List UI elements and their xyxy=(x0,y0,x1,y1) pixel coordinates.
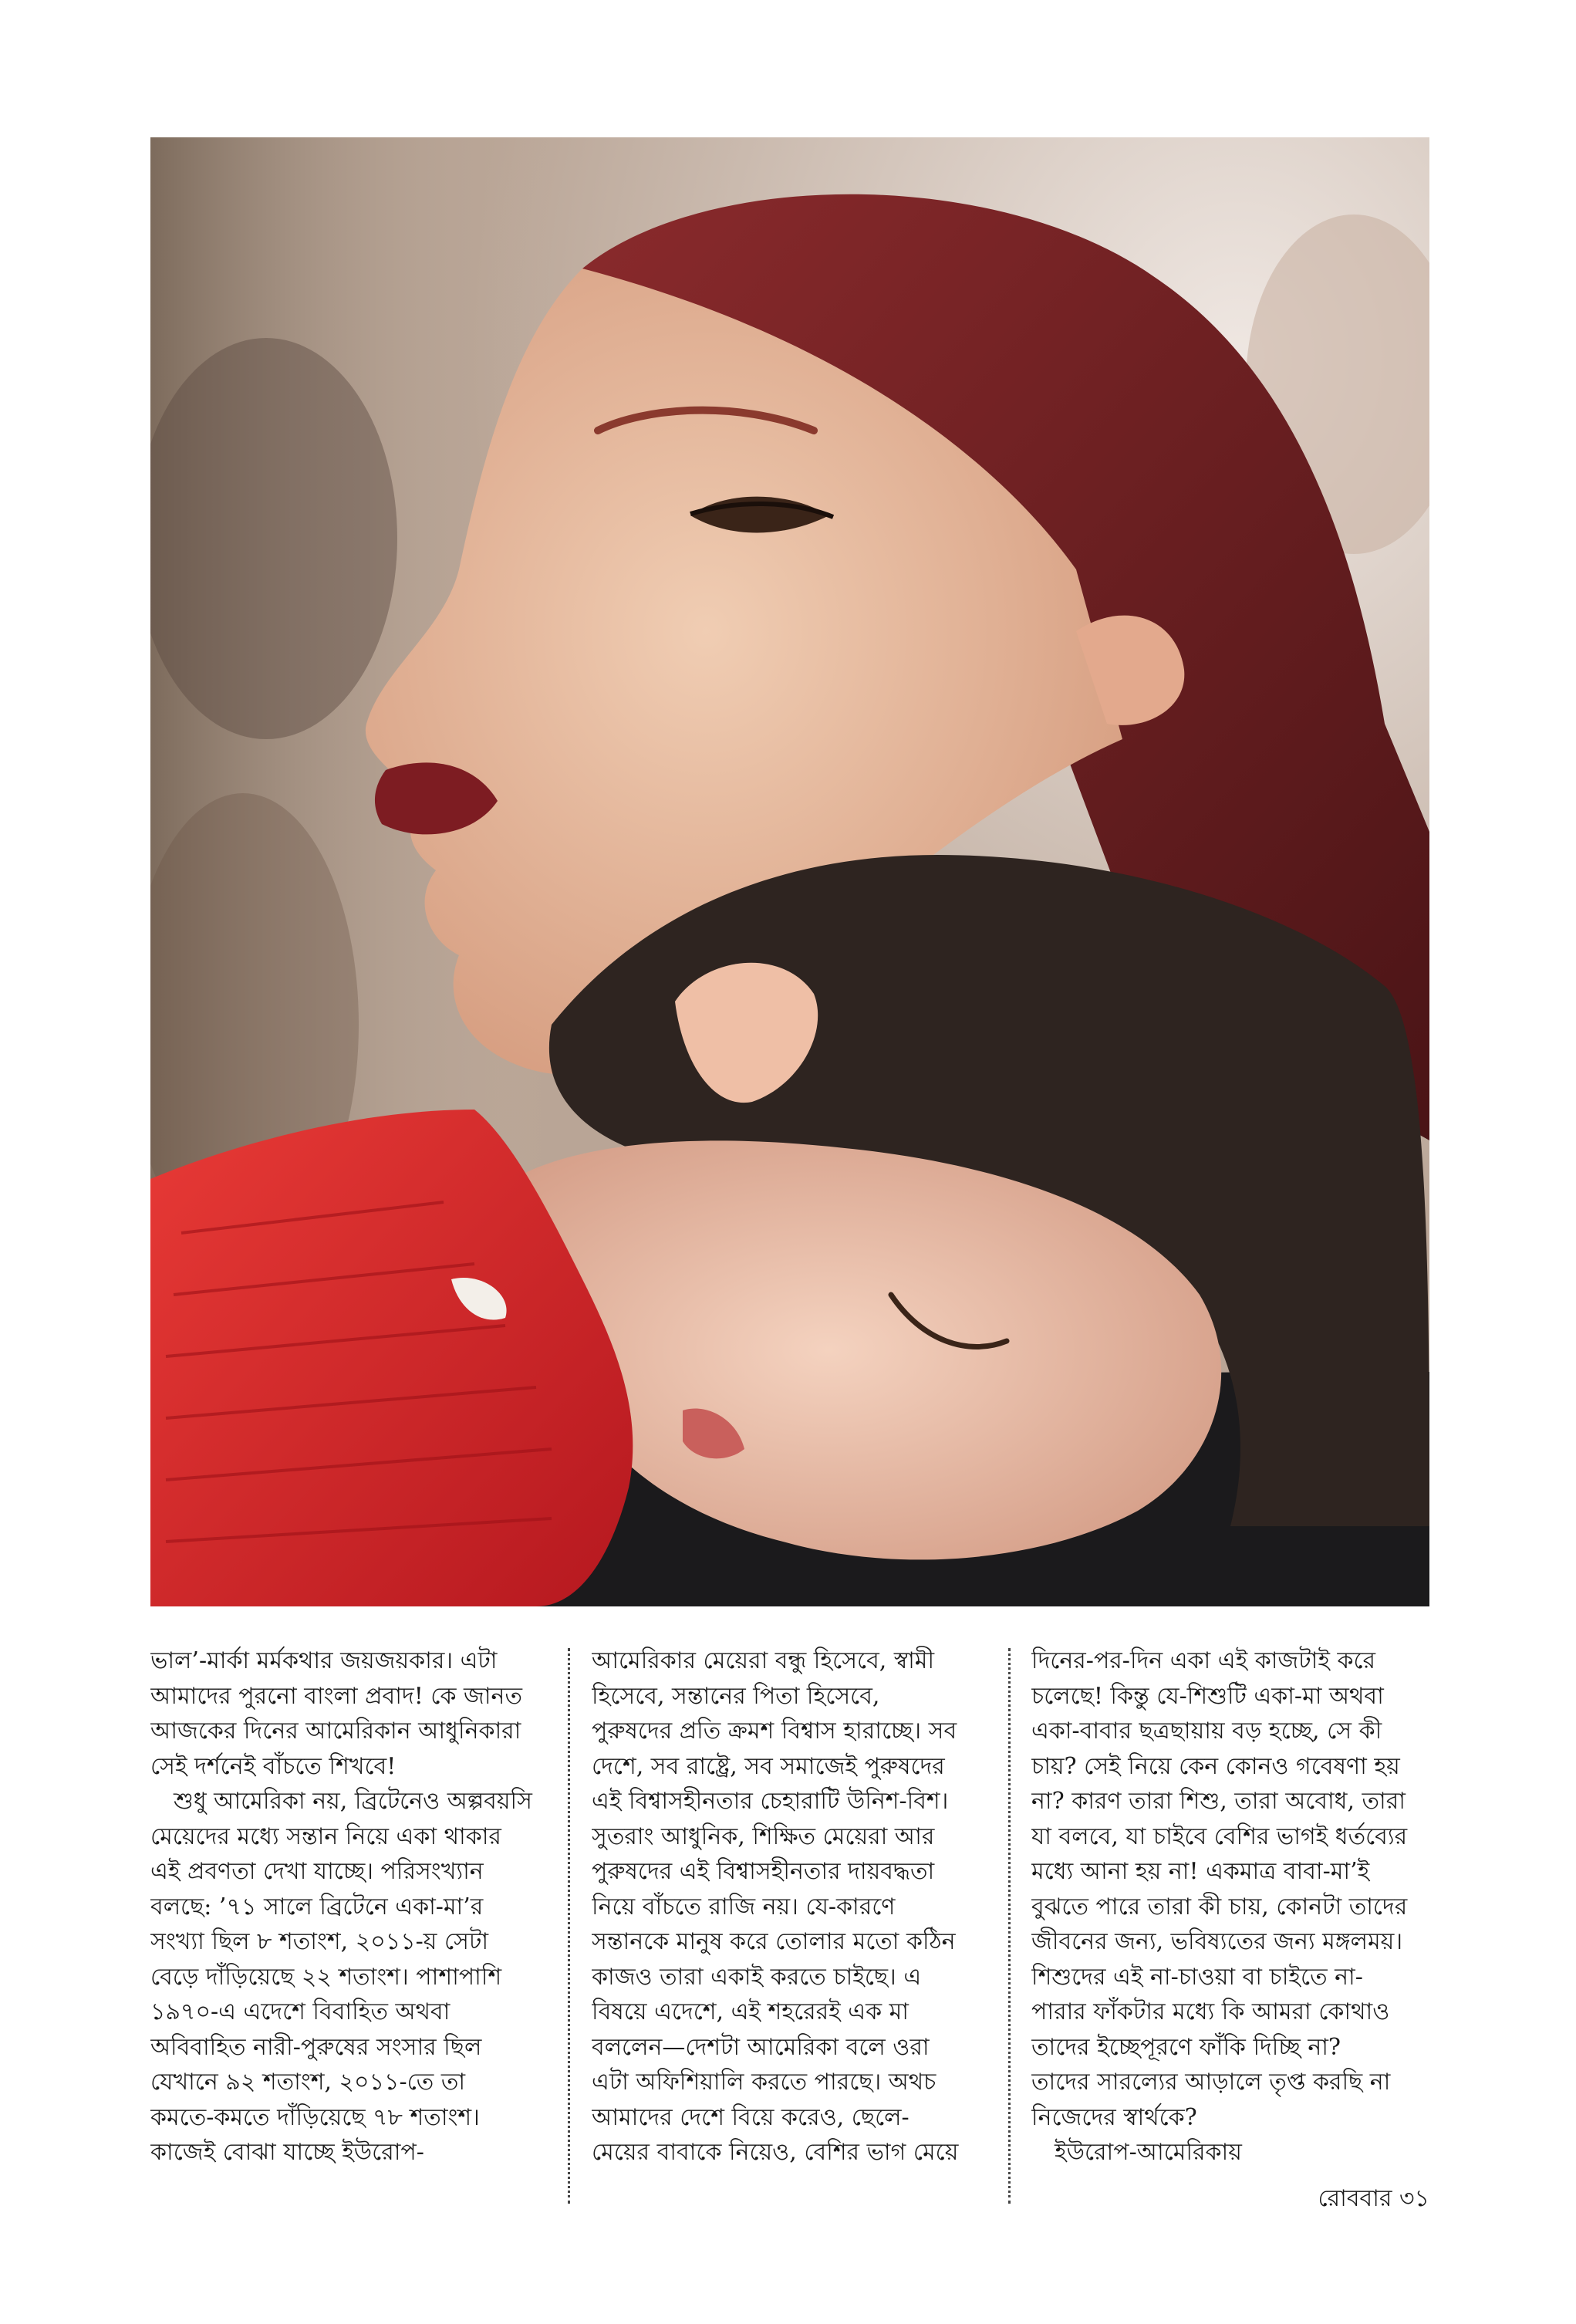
text-line: কাজও তারা একাই করতে চাইছে। এ xyxy=(592,1963,922,1991)
text-line: তাদের সারল্যের আড়ালে তৃপ্ত করছি না xyxy=(1031,2069,1391,2096)
magazine-name: রোববার xyxy=(1318,2185,1392,2212)
text-line: আমাদের দেশে বিয়ে করেও, ছেলে- xyxy=(592,2103,909,2131)
mother-child-illustration xyxy=(150,137,1429,1606)
text-line: ভাল’-মার্কা মর্মকথার জয়জয়কার। এটা xyxy=(150,1647,498,1674)
text-line: মেয়ের বাবাকে নিয়েও, বেশির ভাগ মেয়ে xyxy=(592,2139,959,2166)
text-line: এই প্রবণতা দেখা যাচ্ছে। পরিসংখ্যান xyxy=(150,1858,484,1885)
text-line: না? কারণ তারা শিশু, তারা অবোধ, তারা xyxy=(1031,1788,1406,1815)
text-line: শিশুদের এই না-চাওয়া বা চাইতে না- xyxy=(1031,1963,1363,1991)
text-line: বেড়ে দাঁড়িয়েছে ২২ শতাংশ। পাশাপাশি xyxy=(150,1963,502,1991)
text-line: ১৯৭০-এ এদেশে বিবাহিত অথবা xyxy=(150,1998,451,2025)
text-line: কাজেই বোঝা যাচ্ছে ইউরোপ- xyxy=(150,2139,424,2166)
column-divider xyxy=(1008,1648,1011,2204)
text-line: নিজেদের স্বার্থকে? xyxy=(1031,2103,1197,2131)
text-line: হিসেবে, সন্তানের পিতা হিসেবে, xyxy=(592,1682,880,1710)
article-photo xyxy=(150,137,1429,1606)
text-column-2 xyxy=(592,1643,993,2214)
text-line: তাদের ইচ্ছেপূরণে ফাঁকি দিচ্ছি না? xyxy=(1031,2033,1341,2061)
text-line: আমেরিকার মেয়েরা বন্ধু হিসেবে, স্বামী xyxy=(592,1647,935,1674)
text-line: নিয়ে বাঁচতে রাজি নয়। যে-কারণে xyxy=(592,1893,896,1920)
text-line: দেশে, সব রাষ্ট্রে, সব সমাজেই পুরুষদের xyxy=(592,1752,945,1780)
article-body xyxy=(150,1643,1429,2214)
text-line: মেয়েদের মধ্যে সন্তান নিয়ে একা থাকার xyxy=(150,1822,501,1850)
column-divider xyxy=(568,1648,570,2204)
text-line: বুঝতে পারে তারা কী চায়, কোনটা তাদের xyxy=(1031,1893,1408,1920)
text-line: আজকের দিনের আমেরিকান আধুনিকারা xyxy=(150,1718,521,1745)
text-line: আমাদের পুরনো বাংলা প্রবাদ! কে জানত xyxy=(150,1682,522,1710)
text-line: বললেন—দেশটা আমেরিকা বলে ওরা xyxy=(592,2033,930,2061)
text-line: ইউরোপ-আমেরিকায় xyxy=(1055,2139,1242,2166)
text-line: চায়? সেই নিয়ে কেন কোনও গবেষণা হয় xyxy=(1031,1752,1400,1780)
text-line: সুতরাং আধুনিক, শিক্ষিত মেয়েরা আর xyxy=(592,1822,935,1850)
text-line: শুধু আমেরিকা নয়, ব্রিটেনেও অল্পবয়সি xyxy=(174,1788,532,1815)
text-line: যা বলবে, যা চাইবে বেশির ভাগই ধর্তব্যের xyxy=(1031,1822,1408,1850)
text-line: জীবনের জন্য, ভবিষ্যতের জন্য মঙ্গলময়। xyxy=(1031,1928,1403,1955)
text-line: পারার ফাঁকটার মধ্যে কি আমরা কোথাও xyxy=(1031,1998,1390,2025)
text-line: একা-বাবার ছত্রছায়ায় বড় হচ্ছে, সে কী xyxy=(1031,1718,1382,1745)
text-line: সংখ্যা ছিল ৮ শতাংশ, ২০১১-য় সেটা xyxy=(150,1928,489,1955)
text-line: সেই দর্শনেই বাঁচতে শিখবে! xyxy=(150,1752,397,1780)
text-line: দিনের-পর-দিন একা এই কাজটাই করে xyxy=(1031,1647,1375,1674)
text-line: মধ্যে আনা হয় না! একমাত্র বাবা-মা’ই xyxy=(1031,1858,1370,1885)
page-number: ৩১ xyxy=(1399,2185,1429,2212)
text-line: এই বিশ্বাসহীনতার চেহারাটি উনিশ-বিশ। xyxy=(592,1788,949,1815)
page-folio xyxy=(1318,2184,1429,2214)
text-line: এটা অফিশিয়ালি করতে পারছে। অথচ xyxy=(592,2069,936,2096)
text-line: বিষয়ে এদেশে, এই শহরেরই এক মা xyxy=(592,1998,909,2025)
text-line: পুরুষদের এই বিশ্বাসহীনতার দায়বদ্ধতা xyxy=(592,1858,935,1885)
text-line: কমতে-কমতে দাঁড়িয়েছে ৭৮ শতাংশ। xyxy=(150,2103,480,2131)
text-line: পুরুষদের প্রতি ক্রমশ বিশ্বাস হারাচ্ছে। সব xyxy=(592,1718,957,1745)
text-column-1 xyxy=(150,1643,552,2214)
text-line: যেখানে ৯২ শতাংশ, ২০১১-তে তা xyxy=(150,2069,466,2096)
text-line: চলেছে! কিন্তু যে-শিশুটি একা-মা অথবা xyxy=(1031,1682,1384,1710)
text-line: সন্তানকে মানুষ করে তোলার মতো কঠিন xyxy=(592,1928,956,1955)
text-column-3 xyxy=(1031,1643,1433,2214)
text-line: অবিবাহিত নারী-পুরুষের সংসার ছিল xyxy=(150,2033,482,2061)
text-line: বলছে: ’৭১ সালে ব্রিটেনে একা-মা’র xyxy=(150,1893,484,1920)
